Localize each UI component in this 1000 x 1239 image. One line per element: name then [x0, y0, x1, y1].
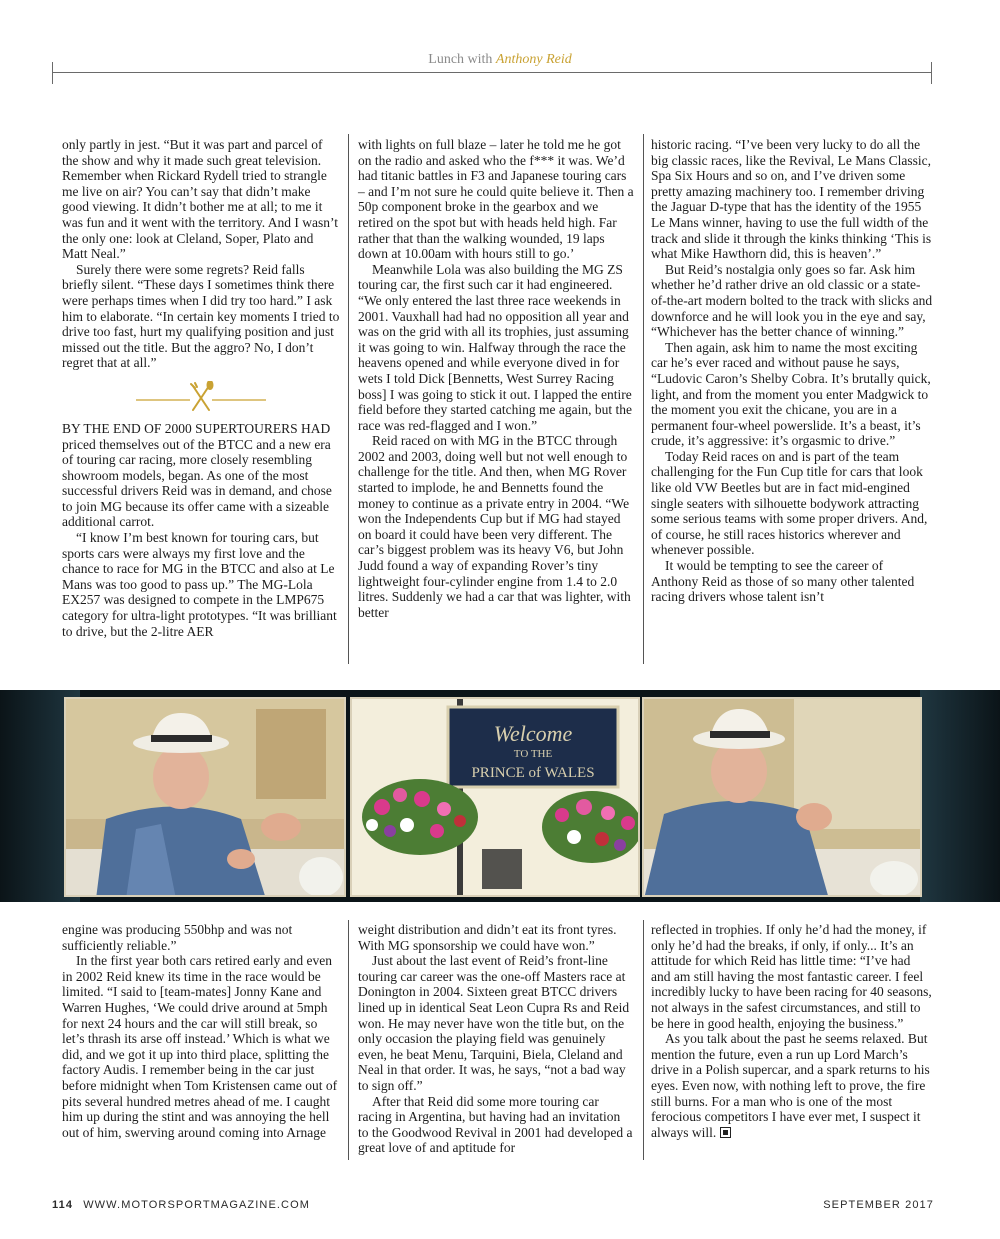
paragraph: historic racing. “I’ve been very lucky to do all the big classic races, like the Revival, Le Mans Classic, Spa Six Hours and so on, and I’ve driven some pretty amazing machinery too. I remember driving the Jaguar D-type that has the identity of the 1955 Le Mans winner, having to use the full width of the track and slide it through the kinks thinking ‘This is what Mike Hawthorn did, this is heaven’.” [651, 137, 932, 262]
paragraph: It would be tempting to see the career of Anthony Reid as those of so many other talented racing drivers whose talent isn’t [651, 558, 915, 605]
paragraph: Meanwhile Lola was also building the MG ZS touring car, the first such car it had engineered. “We only entered the last three race weekends in 2001. Vauxhall had had no opposition all year and was on the grid with all its trophies, just assuming it was going to win. Halfway through the race the heavens opened and while everyone dived in for wets I told Dick [Bennetts, West Surrey Racing boss] I was going to stick it out. I lapped the entire field before they started catching me again, but the race was red-flagged and I won.” [358, 261, 633, 433]
paragraph: only partly in jest. “But it was part and parcel of the show and why it made such great television. Remember when Rickard Rydell tried to strangle me live on air? You can’t say that didn’t make good viewing. It didn’t bother me at all; to me it was fun and it went with the territory. And I wasn’t the only one: look at Cleland, Soper, Plato and Matt Neal.” [62, 137, 338, 262]
closing-text: As you talk about the past he seems relaxed. But mention the future, even a run up Lord March’s drive in a Polish supercar, and a spark returns to his eyes. Even now, with nothing left to prove, the fire still burns. For a man who is one of the most ferocious competitors I have ever met, I suspect it always will. [651, 1031, 930, 1140]
article-column-3 [651, 137, 933, 605]
cutlery-ornament-icon [116, 381, 286, 415]
paragraph: Then again, ask him to name the most exciting car he’s ever raced and without pause he says, “Ludovic Caron’s Shelby Cobra. It’s brutally quick, light, and from the moment you enter Madgwick to the moment you exit the chicane, you are in a permanent four-wheel powerslide. It’s a beast, it’s crude, it’s aggressive: it’s orgasmic to drive.” [651, 339, 931, 449]
page-number: 114 [52, 1199, 74, 1211]
end-of-article-icon [720, 1127, 731, 1138]
paragraph [651, 1031, 933, 1140]
hanging-basket-left [362, 779, 478, 855]
photo-reid-right [642, 697, 922, 897]
photo-strip-edge [920, 690, 1000, 902]
sign-to-the-text: TO THE [513, 748, 553, 760]
paragraph: engine was producing 550bhp and was not sufficiently reliable.” [62, 922, 293, 953]
footer-left [52, 1199, 310, 1211]
header-rule-right-tick [931, 62, 932, 84]
paragraph [62, 421, 340, 530]
sign-welcome-text: Welcome [493, 721, 573, 746]
column-divider [348, 920, 349, 1160]
lead-in-rest: priced themselves out of the BTCC and a new era of touring car racing, more closely resembling showroom models, began. As one of the most successful drivers Reid was in demand, and chose to join MG because its offer came with a sizeable additional carrot. [62, 436, 332, 530]
footer-issue-date: SEPTEMBER 2017 [823, 1199, 934, 1211]
header-rule-left-tick [52, 62, 53, 84]
header-name: Anthony Reid [495, 52, 572, 67]
paragraph: Just about the last event of Reid’s front-line touring car career was the one-off Masters race at Donington in 2004. Sixteen great BTCC drivers lined up in identical Seat Leon Cupra Rs and Reid won. He may never have won the title but, on the only occasion the playing field was genuinely even, he beat Menu, Tarquini, Biela, Cleland and Neal in that order. It was, he says, “not a bad way to sign off.” [358, 953, 630, 1093]
paragraph: reflected in trophies. If only he’d had the money, if only he’d had the breaks, if only, if only... It’s an attitude for which Reid has little time: “I’ve had and am still having the most fantastic career. I feel incredibly lucky to have been racing for 40 seasons, not always in the safest circumstances, and still to be here in good health, enjoying the business.” [651, 922, 932, 1031]
lead-in-caps: BY THE END OF 2000 SUPERTOURERS HAD [62, 420, 331, 436]
photo-reid-left [64, 697, 346, 897]
paragraph: Surely there were some regrets? Reid falls briefly silent. “These days I sometimes think there were perhaps times when I did try too hard.” I ask him to elaborate. “In certain key moments I tried to drive too fast, hurt my qualifying position and just missed out the title. But the aggro? No, I don’t regret that at all.” [62, 261, 340, 371]
sign-pub-name-text: PRINCE of WALES [471, 765, 595, 781]
portrait-image [66, 699, 346, 897]
footer-website: WWW.MOTORSPORTMAGAZINE.COM [83, 1199, 311, 1211]
paragraph: weight distribution and didn’t eat its front tyres. With MG sponsorship we could have won.” [358, 922, 617, 953]
portrait-image [644, 699, 922, 897]
paragraph: But Reid’s nostalgia only goes so far. Ask him whether he’d rather drive an old classic or a state-of-the-art modern bolted to the track with slicks and downforce and he will look you in the eye and say, “Whichever has the better chance of winning.” [651, 261, 933, 340]
article-column-2 [358, 137, 634, 620]
column-divider [643, 134, 644, 664]
column-divider [348, 134, 349, 664]
article-column-1-continued [62, 922, 340, 1140]
article-column-2-continued [358, 922, 634, 1156]
hanging-basket-right [542, 791, 640, 863]
photo-pub-sign [350, 697, 640, 897]
paragraph: Today Reid races on and is part of the team challenging for the Fun Cup title for cars that look like old VW Beetles but are in fact mid-engined single seaters with silhouette bodywork attracting some serious teams with some proper drivers. And, of course, he still races historics wherever and whenever possible. [651, 448, 928, 558]
article-column-1 [62, 137, 340, 639]
paragraph: After that Reid did some more touring car racing in Argentina, but having had an invitation to the Goodwood Revival in 2001 had developed a great love of and aptitude for [358, 1093, 633, 1156]
pub-sign-image [352, 699, 640, 897]
header-prefix: Lunch with [428, 52, 493, 67]
paragraph: with lights on full blaze – later he told me he got on the radio and asked who the f*** it was. We’d had titanic battles in F3 and Japanese touring cars – and I’m not sure he could quite believe it. Then a 50p component broke in the gearbox and we retired on the spot but with heads held high. Far rather that than the walking wounded, 19 laps down at 10.00am with hours still to go.’ [358, 137, 634, 262]
header-rule [52, 72, 932, 73]
article-column-3-continued [651, 922, 933, 1140]
paragraph: “I know I’m best known for touring cars, but sports cars were always my first love and the chance to race for MG in the BTCC and also at Le Mans was too good to pass up.” The MG-Lola EX257 was designed to compete in the LMP675 category for ultra-light prototypes. “It was brilliant to drive, but the 2-litre AER [62, 530, 337, 639]
paragraph: In the first year both cars retired early and even in 2002 Reid knew its time in the race would be limited. “I said to [team-mates] Jonny Kane and Warren Hughes, ‘We could drive around at 5mph for next 24 hours and the car will still break, so let’s thrash its arse off instead.’ Which is what we did, and we got it up into third place, splitting the factory Audis. I remember being in the car just before midnight when Tom Kristensen came out of pits several hundred metres ahead of me. I caught him up during the stint and was annoying the hell out of him, swerving around coming into Arnage [62, 953, 338, 1140]
column-divider [643, 920, 644, 1160]
running-header [0, 52, 1000, 68]
paragraph: Reid raced on with MG in the BTCC through 2002 and 2003, doing well but not well enough to challenge for the title. And then, when MG Rover started to implode, he and Bennetts found the money to continue as a private entry in 2004. “We won the Independents Cup but if MG had stayed on board it could have been very different. The car’s biggest problem was its heavy V6, but John Judd found a way of expanding Rover’s tiny lightweight four-cylinder engine from 1.4 to 2.0 litres. Suddenly we had a car that was lighter, with better [358, 433, 631, 620]
